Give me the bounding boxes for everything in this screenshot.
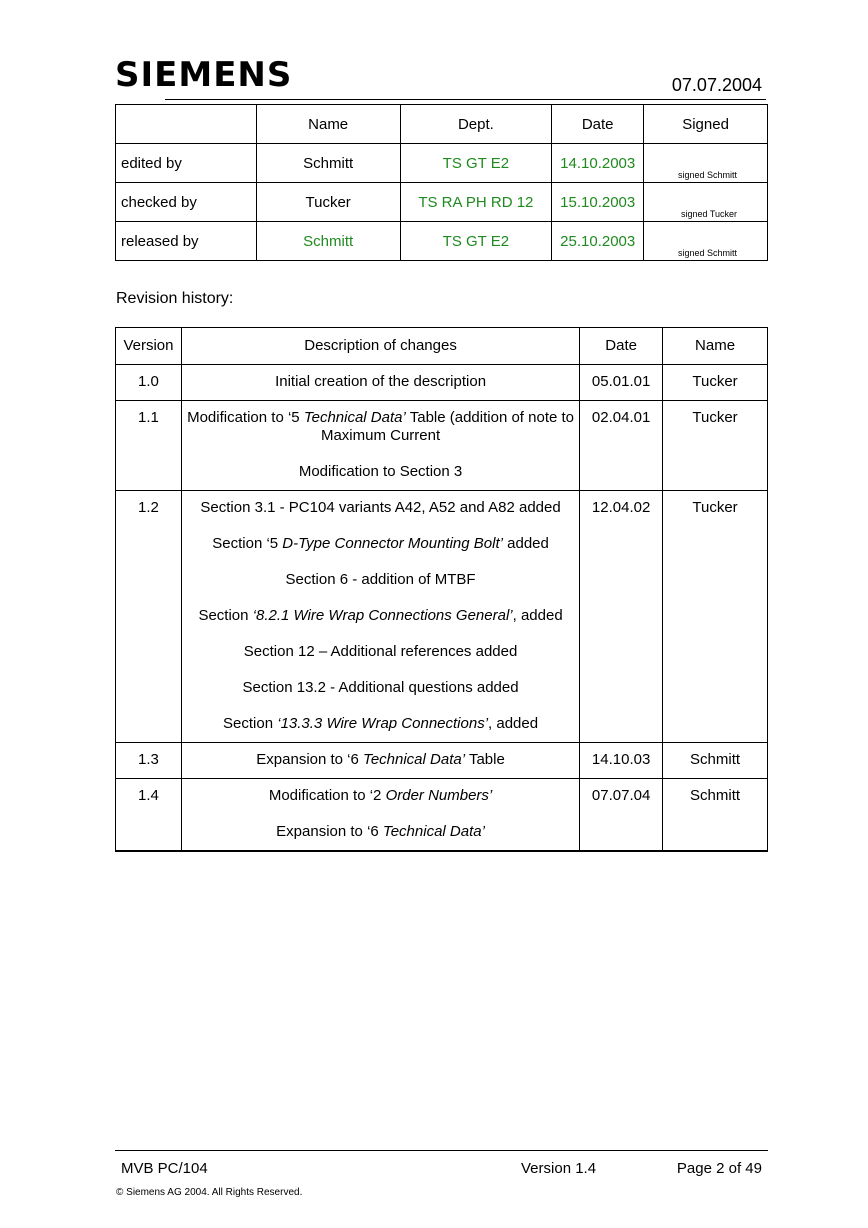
revision-author: Schmitt [663, 779, 768, 852]
change-entry [186, 499, 575, 517]
revision-date: 12.04.02 [580, 491, 663, 743]
change-text: Modification to Section 3 [298, 463, 463, 480]
change-entry [186, 409, 575, 445]
revision-header-cell: Name [663, 328, 768, 365]
signoff-signed-cell [644, 222, 768, 261]
revision-date: 05.01.01 [580, 365, 663, 401]
revision-description [181, 401, 579, 491]
change-text: , added [512, 607, 563, 624]
signoff-role: edited by [116, 144, 257, 183]
change-entry [186, 463, 575, 481]
change-text: added [502, 535, 549, 552]
change-entry [186, 643, 575, 661]
change-text: Section 13.2 - Additional questions added [242, 679, 519, 696]
signoff-signature: signed Schmitt [677, 170, 737, 180]
change-text: Section ‘5 [212, 535, 283, 552]
change-text: Modification to ‘5 [187, 409, 304, 426]
revision-history-table [115, 327, 768, 852]
revision-description [181, 743, 579, 779]
change-text: Section [198, 607, 253, 624]
signoff-signature: signed Schmitt [677, 248, 737, 258]
change-entry [186, 679, 575, 697]
signoff-dept: TS RA PH RD 12 [400, 183, 552, 222]
signoff-signed-cell [644, 183, 768, 222]
revision-version: 1.3 [116, 743, 182, 779]
signoff-date: 14.10.2003 [552, 144, 644, 183]
change-text: Expansion to ‘6 [256, 751, 364, 768]
signoff-row-released [116, 222, 768, 261]
signoff-role: checked by [116, 183, 257, 222]
header-date: 07.07.2004 [671, 75, 762, 95]
change-entry [186, 787, 575, 805]
revision-date: 14.10.03 [580, 743, 663, 779]
change-entry [186, 715, 575, 733]
change-text-italic: Technical Data’ [363, 751, 466, 768]
signoff-name: Schmitt [256, 222, 400, 261]
signoff-dept: TS GT E2 [400, 144, 552, 183]
signoff-name: Schmitt [256, 144, 400, 183]
signoff-header-cell: Dept. [400, 105, 552, 144]
signoff-dept: TS GT E2 [400, 222, 552, 261]
revision-row [116, 365, 768, 401]
change-text: Table [465, 751, 505, 768]
change-entry [186, 535, 575, 553]
signoff-header-cell: Signed [644, 105, 768, 144]
change-text-italic: ‘13.3.3 Wire Wrap Connections’ [277, 715, 489, 732]
change-text: Section 3.1 - PC104 variants A42, A52 and A82 added [200, 499, 561, 516]
signoff-row-checked [116, 183, 768, 222]
signoff-signed-cell [644, 144, 768, 183]
signoff-signature: signed Tucker [680, 209, 737, 219]
revision-date: 02.04.01 [580, 401, 663, 491]
signoff-header-cell: Date [552, 105, 644, 144]
change-text-italic: Technical Data’ [382, 823, 485, 840]
change-text: Section 12 – Additional references added [243, 643, 518, 660]
signoff-header-cell [116, 105, 257, 144]
revision-author: Schmitt [663, 743, 768, 779]
revision-row [116, 779, 768, 852]
signoff-name: Tucker [256, 183, 400, 222]
signoff-header-cell: Name [256, 105, 400, 144]
change-entry [186, 607, 575, 625]
footer-version: Version 1.4 [521, 1160, 597, 1177]
change-text: Expansion to ‘6 [276, 823, 383, 840]
footer-page-number: Page 2 of 49 [676, 1160, 762, 1177]
change-text-italic: D-Type Connector Mounting Bolt’ [282, 535, 503, 552]
revision-author: Tucker [663, 401, 768, 491]
revision-version: 1.1 [116, 401, 182, 491]
revision-version: 1.4 [116, 779, 182, 852]
change-text-italic: Technical Data’ [303, 409, 406, 426]
footer-document-name: MVB PC/104 [121, 1160, 208, 1177]
footer-copyright: © Siemens AG 2004. All Rights Reserved. [116, 1187, 303, 1198]
revision-row [116, 743, 768, 779]
signoff-table [115, 104, 768, 261]
signoff-row-edited [116, 144, 768, 183]
change-entry [186, 571, 575, 589]
revision-description [181, 779, 579, 852]
change-text: Modification to ‘2 [268, 787, 386, 804]
revision-row [116, 401, 768, 491]
revision-version: 1.2 [116, 491, 182, 743]
change-entry [186, 373, 575, 391]
revision-description [181, 365, 579, 401]
revision-header-row [116, 328, 768, 365]
siemens-logo: SIEMENS [115, 55, 293, 95]
signoff-date: 25.10.2003 [552, 222, 644, 261]
header-divider [165, 99, 766, 100]
change-text: Section 6 - addition of MTBF [285, 571, 476, 588]
change-entry [186, 751, 575, 769]
revision-description [181, 491, 579, 743]
revision-header-cell: Description of changes [181, 328, 579, 365]
change-text-italic: ‘8.2.1 Wire Wrap Connections General’ [252, 607, 513, 624]
change-text: Table (addition of note to Maximum Current [320, 409, 575, 444]
revision-author: Tucker [663, 491, 768, 743]
revision-version: 1.0 [116, 365, 182, 401]
change-text: Initial creation of the description [275, 373, 487, 390]
change-text: , added [488, 715, 539, 732]
revision-author: Tucker [663, 365, 768, 401]
revision-header-cell: Version [116, 328, 182, 365]
revision-date: 07.07.04 [580, 779, 663, 852]
revision-row [116, 491, 768, 743]
change-text: Section [223, 715, 278, 732]
change-text-italic: Order Numbers’ [385, 787, 493, 804]
revision-header-cell: Date [580, 328, 663, 365]
change-entry [186, 823, 575, 841]
signoff-role: released by [116, 222, 257, 261]
signoff-header-row [116, 105, 768, 144]
revision-history-title: Revision history: [116, 290, 234, 307]
signoff-date: 15.10.2003 [552, 183, 644, 222]
footer-divider [115, 1150, 768, 1151]
